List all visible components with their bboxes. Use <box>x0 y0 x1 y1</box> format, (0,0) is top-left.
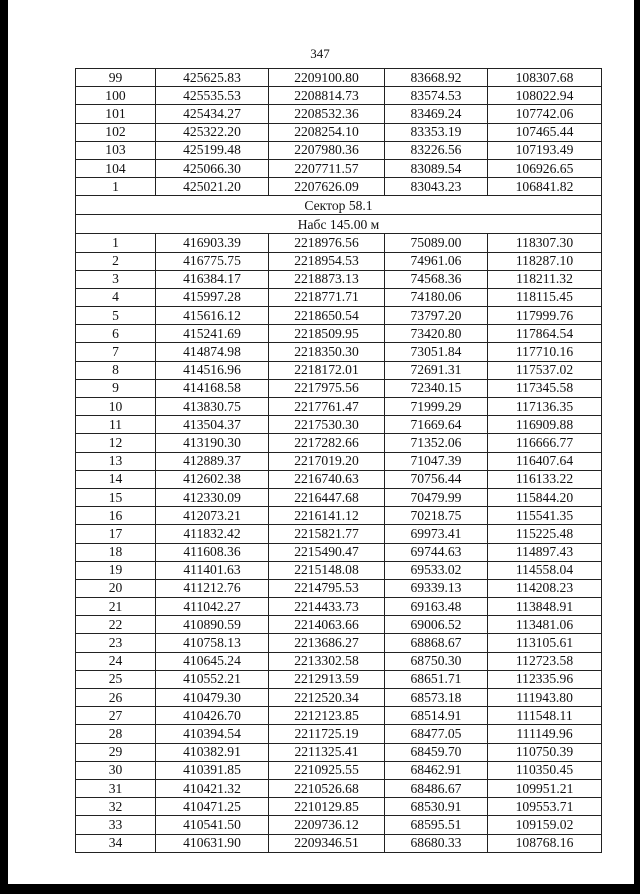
section-title: Сектор 58.1 <box>76 196 602 215</box>
point-number-cell: 20 <box>76 579 156 597</box>
table-row <box>76 725 602 743</box>
point-number-cell: 14 <box>76 470 156 488</box>
coordinates-table <box>75 68 602 853</box>
x-coordinate-cell: 425322.20 <box>156 123 269 141</box>
y-coordinate-cell: 2217282.66 <box>269 434 385 452</box>
x-coordinate-cell: 413504.37 <box>156 416 269 434</box>
y-coordinate-cell: 2216141.12 <box>269 507 385 525</box>
section-subtitle: Набс 145.00 м <box>76 215 602 234</box>
y-local-cell: 116909.88 <box>488 416 602 434</box>
table-row <box>76 159 602 177</box>
point-number-cell: 18 <box>76 543 156 561</box>
x-coordinate-cell: 416384.17 <box>156 270 269 288</box>
y-coordinate-cell: 2217975.56 <box>269 379 385 397</box>
scan-border-bottom <box>0 884 640 894</box>
y-local-cell: 107193.49 <box>488 141 602 159</box>
y-local-cell: 116133.22 <box>488 470 602 488</box>
x-local-cell: 69339.13 <box>385 579 488 597</box>
x-local-cell: 83353.19 <box>385 123 488 141</box>
x-local-cell: 68595.51 <box>385 816 488 834</box>
y-local-cell: 114208.23 <box>488 579 602 597</box>
y-coordinate-cell: 2209736.12 <box>269 816 385 834</box>
x-coordinate-cell: 410394.54 <box>156 725 269 743</box>
x-local-cell: 68680.33 <box>385 834 488 852</box>
y-coordinate-cell: 2215490.47 <box>269 543 385 561</box>
x-coordinate-cell: 412330.09 <box>156 488 269 506</box>
x-coordinate-cell: 425434.27 <box>156 105 269 123</box>
x-coordinate-cell: 414168.58 <box>156 379 269 397</box>
table-row <box>76 834 602 852</box>
x-local-cell: 68462.91 <box>385 761 488 779</box>
y-local-cell: 108022.94 <box>488 87 602 105</box>
point-number-cell: 103 <box>76 141 156 159</box>
y-coordinate-cell: 2214433.73 <box>269 598 385 616</box>
x-local-cell: 75089.00 <box>385 234 488 252</box>
y-coordinate-cell: 2209100.80 <box>269 69 385 87</box>
x-local-cell: 69533.02 <box>385 561 488 579</box>
scan-border-right <box>634 0 640 894</box>
table-row <box>76 689 602 707</box>
point-number-cell: 8 <box>76 361 156 379</box>
y-coordinate-cell: 2218976.56 <box>269 234 385 252</box>
x-local-cell: 73797.20 <box>385 307 488 325</box>
point-number-cell: 6 <box>76 325 156 343</box>
x-coordinate-cell: 415616.12 <box>156 307 269 325</box>
x-local-cell: 69163.48 <box>385 598 488 616</box>
y-local-cell: 113105.61 <box>488 634 602 652</box>
x-local-cell: 68651.71 <box>385 670 488 688</box>
x-local-cell: 71047.39 <box>385 452 488 470</box>
y-local-cell: 113848.91 <box>488 598 602 616</box>
point-number-cell: 9 <box>76 379 156 397</box>
point-number-cell: 32 <box>76 798 156 816</box>
y-coordinate-cell: 2207626.09 <box>269 178 385 196</box>
y-coordinate-cell: 2218771.71 <box>269 288 385 306</box>
point-number-cell: 104 <box>76 159 156 177</box>
x-coordinate-cell: 415997.28 <box>156 288 269 306</box>
y-local-cell: 109159.02 <box>488 816 602 834</box>
table-row <box>76 634 602 652</box>
y-local-cell: 110350.45 <box>488 761 602 779</box>
y-local-cell: 109951.21 <box>488 779 602 797</box>
point-number-cell: 24 <box>76 652 156 670</box>
point-number-cell: 1 <box>76 234 156 252</box>
point-number-cell: 16 <box>76 507 156 525</box>
table-row <box>76 398 602 416</box>
point-number-cell: 13 <box>76 452 156 470</box>
y-coordinate-cell: 2215821.77 <box>269 525 385 543</box>
table-row <box>76 141 602 159</box>
table-row <box>76 307 602 325</box>
x-local-cell: 68486.67 <box>385 779 488 797</box>
x-local-cell: 68477.05 <box>385 725 488 743</box>
table-row <box>76 798 602 816</box>
x-coordinate-cell: 411212.76 <box>156 579 269 597</box>
x-coordinate-cell: 410890.59 <box>156 616 269 634</box>
x-local-cell: 68750.30 <box>385 652 488 670</box>
point-number-cell: 21 <box>76 598 156 616</box>
x-coordinate-cell: 412602.38 <box>156 470 269 488</box>
y-coordinate-cell: 2210925.55 <box>269 761 385 779</box>
x-local-cell: 68459.70 <box>385 743 488 761</box>
x-local-cell: 83043.23 <box>385 178 488 196</box>
y-local-cell: 116666.77 <box>488 434 602 452</box>
table-row <box>76 779 602 797</box>
y-coordinate-cell: 2218873.13 <box>269 270 385 288</box>
y-coordinate-cell: 2218350.30 <box>269 343 385 361</box>
point-number-cell: 102 <box>76 123 156 141</box>
x-local-cell: 68530.91 <box>385 798 488 816</box>
point-number-cell: 33 <box>76 816 156 834</box>
point-number-cell: 27 <box>76 707 156 725</box>
y-local-cell: 111149.96 <box>488 725 602 743</box>
point-number-cell: 100 <box>76 87 156 105</box>
x-local-cell: 72340.15 <box>385 379 488 397</box>
point-number-cell: 31 <box>76 779 156 797</box>
y-local-cell: 114558.04 <box>488 561 602 579</box>
table-row <box>76 525 602 543</box>
x-coordinate-cell: 410382.91 <box>156 743 269 761</box>
point-number-cell: 10 <box>76 398 156 416</box>
y-coordinate-cell: 2218650.54 <box>269 307 385 325</box>
y-local-cell: 111943.80 <box>488 689 602 707</box>
table-row <box>76 379 602 397</box>
x-local-cell: 70218.75 <box>385 507 488 525</box>
y-local-cell: 113481.06 <box>488 616 602 634</box>
y-coordinate-cell: 2209346.51 <box>269 834 385 852</box>
x-local-cell: 83469.24 <box>385 105 488 123</box>
x-local-cell: 68573.18 <box>385 689 488 707</box>
x-coordinate-cell: 416775.75 <box>156 252 269 270</box>
x-coordinate-cell: 411042.27 <box>156 598 269 616</box>
point-number-cell: 25 <box>76 670 156 688</box>
x-local-cell: 68868.67 <box>385 634 488 652</box>
x-coordinate-cell: 410552.21 <box>156 670 269 688</box>
x-coordinate-cell: 410631.90 <box>156 834 269 852</box>
x-local-cell: 69744.63 <box>385 543 488 561</box>
table-row <box>76 252 602 270</box>
point-number-cell: 2 <box>76 252 156 270</box>
point-number-cell: 17 <box>76 525 156 543</box>
point-number-cell: 99 <box>76 69 156 87</box>
x-local-cell: 83089.54 <box>385 159 488 177</box>
y-local-cell: 118211.32 <box>488 270 602 288</box>
y-local-cell: 115225.48 <box>488 525 602 543</box>
x-local-cell: 72691.31 <box>385 361 488 379</box>
x-local-cell: 69006.52 <box>385 616 488 634</box>
y-local-cell: 117345.58 <box>488 379 602 397</box>
table-row <box>76 288 602 306</box>
point-number-cell: 5 <box>76 307 156 325</box>
table-row <box>76 670 602 688</box>
y-coordinate-cell: 2210526.68 <box>269 779 385 797</box>
y-local-cell: 107742.06 <box>488 105 602 123</box>
y-local-cell: 115844.20 <box>488 488 602 506</box>
x-local-cell: 83668.92 <box>385 69 488 87</box>
x-coordinate-cell: 410479.30 <box>156 689 269 707</box>
y-coordinate-cell: 2211725.19 <box>269 725 385 743</box>
y-coordinate-cell: 2211325.41 <box>269 743 385 761</box>
x-coordinate-cell: 425021.20 <box>156 178 269 196</box>
x-coordinate-cell: 412889.37 <box>156 452 269 470</box>
y-local-cell: 117537.02 <box>488 361 602 379</box>
table-body-after <box>76 234 602 852</box>
section-header <box>76 196 602 234</box>
x-coordinate-cell: 414516.96 <box>156 361 269 379</box>
y-local-cell: 112723.58 <box>488 652 602 670</box>
table-row <box>76 452 602 470</box>
y-local-cell: 116407.64 <box>488 452 602 470</box>
table-row <box>76 816 602 834</box>
x-local-cell: 71999.29 <box>385 398 488 416</box>
y-coordinate-cell: 2217761.47 <box>269 398 385 416</box>
y-coordinate-cell: 2208814.73 <box>269 87 385 105</box>
table-row <box>76 325 602 343</box>
x-coordinate-cell: 415241.69 <box>156 325 269 343</box>
y-coordinate-cell: 2218172.01 <box>269 361 385 379</box>
point-number-cell: 29 <box>76 743 156 761</box>
x-coordinate-cell: 416903.39 <box>156 234 269 252</box>
table-row <box>76 761 602 779</box>
y-local-cell: 118287.10 <box>488 252 602 270</box>
table-row <box>76 488 602 506</box>
y-local-cell: 108307.68 <box>488 69 602 87</box>
x-coordinate-cell: 410645.24 <box>156 652 269 670</box>
y-local-cell: 112335.96 <box>488 670 602 688</box>
table-row <box>76 87 602 105</box>
table-row <box>76 579 602 597</box>
y-local-cell: 118115.45 <box>488 288 602 306</box>
x-local-cell: 74180.06 <box>385 288 488 306</box>
y-local-cell: 108768.16 <box>488 834 602 852</box>
x-coordinate-cell: 410391.85 <box>156 761 269 779</box>
point-number-cell: 15 <box>76 488 156 506</box>
point-number-cell: 34 <box>76 834 156 852</box>
y-local-cell: 118307.30 <box>488 234 602 252</box>
x-coordinate-cell: 413190.30 <box>156 434 269 452</box>
y-coordinate-cell: 2214063.66 <box>269 616 385 634</box>
table-row <box>76 743 602 761</box>
y-coordinate-cell: 2212123.85 <box>269 707 385 725</box>
table-row <box>76 507 602 525</box>
table-row <box>76 123 602 141</box>
x-local-cell: 73051.84 <box>385 343 488 361</box>
y-coordinate-cell: 2208254.10 <box>269 123 385 141</box>
x-local-cell: 70756.44 <box>385 470 488 488</box>
table-row <box>76 416 602 434</box>
x-local-cell: 83574.53 <box>385 87 488 105</box>
y-coordinate-cell: 2218954.53 <box>269 252 385 270</box>
y-coordinate-cell: 2216740.63 <box>269 470 385 488</box>
x-local-cell: 74961.06 <box>385 252 488 270</box>
y-local-cell: 109553.71 <box>488 798 602 816</box>
scan-border-left <box>0 0 8 894</box>
point-number-cell: 3 <box>76 270 156 288</box>
x-local-cell: 73420.80 <box>385 325 488 343</box>
y-coordinate-cell: 2213686.27 <box>269 634 385 652</box>
x-coordinate-cell: 410421.32 <box>156 779 269 797</box>
point-number-cell: 1 <box>76 178 156 196</box>
x-coordinate-cell: 411832.42 <box>156 525 269 543</box>
table-row <box>76 598 602 616</box>
y-local-cell: 115541.35 <box>488 507 602 525</box>
x-local-cell: 74568.36 <box>385 270 488 288</box>
x-local-cell: 70479.99 <box>385 488 488 506</box>
point-number-cell: 12 <box>76 434 156 452</box>
x-coordinate-cell: 425066.30 <box>156 159 269 177</box>
point-number-cell: 22 <box>76 616 156 634</box>
y-coordinate-cell: 2207711.57 <box>269 159 385 177</box>
point-number-cell: 4 <box>76 288 156 306</box>
y-local-cell: 106841.82 <box>488 178 602 196</box>
y-coordinate-cell: 2212520.34 <box>269 689 385 707</box>
table-row <box>76 707 602 725</box>
x-coordinate-cell: 425535.53 <box>156 87 269 105</box>
y-local-cell: 111548.11 <box>488 707 602 725</box>
table-row <box>76 470 602 488</box>
y-coordinate-cell: 2217019.20 <box>269 452 385 470</box>
point-number-cell: 23 <box>76 634 156 652</box>
x-coordinate-cell: 414874.98 <box>156 343 269 361</box>
y-local-cell: 110750.39 <box>488 743 602 761</box>
table-row <box>76 69 602 87</box>
point-number-cell: 11 <box>76 416 156 434</box>
table-row <box>76 434 602 452</box>
y-local-cell: 117710.16 <box>488 343 602 361</box>
y-coordinate-cell: 2213302.58 <box>269 652 385 670</box>
x-local-cell: 71352.06 <box>385 434 488 452</box>
table-row <box>76 543 602 561</box>
x-coordinate-cell: 410758.13 <box>156 634 269 652</box>
point-number-cell: 19 <box>76 561 156 579</box>
y-coordinate-cell: 2217530.30 <box>269 416 385 434</box>
x-coordinate-cell: 425199.48 <box>156 141 269 159</box>
y-coordinate-cell: 2210129.85 <box>269 798 385 816</box>
table-row <box>76 652 602 670</box>
x-coordinate-cell: 425625.83 <box>156 69 269 87</box>
page-number: 347 <box>310 46 330 61</box>
x-coordinate-cell: 411608.36 <box>156 543 269 561</box>
x-coordinate-cell: 410471.25 <box>156 798 269 816</box>
y-local-cell: 106926.65 <box>488 159 602 177</box>
point-number-cell: 26 <box>76 689 156 707</box>
x-local-cell: 68514.91 <box>385 707 488 725</box>
table-row <box>76 234 602 252</box>
table-row <box>76 270 602 288</box>
x-coordinate-cell: 410426.70 <box>156 707 269 725</box>
x-local-cell: 71669.64 <box>385 416 488 434</box>
point-number-cell: 7 <box>76 343 156 361</box>
x-local-cell: 69973.41 <box>385 525 488 543</box>
x-coordinate-cell: 410541.50 <box>156 816 269 834</box>
table-row <box>76 105 602 123</box>
table-row <box>76 361 602 379</box>
table-row <box>76 616 602 634</box>
y-coordinate-cell: 2207980.36 <box>269 141 385 159</box>
x-local-cell: 83226.56 <box>385 141 488 159</box>
point-number-cell: 101 <box>76 105 156 123</box>
y-local-cell: 117864.54 <box>488 325 602 343</box>
y-coordinate-cell: 2215148.08 <box>269 561 385 579</box>
y-local-cell: 117999.76 <box>488 307 602 325</box>
y-coordinate-cell: 2208532.36 <box>269 105 385 123</box>
table-row <box>76 561 602 579</box>
table-row <box>76 343 602 361</box>
y-coordinate-cell: 2218509.95 <box>269 325 385 343</box>
table-body-before <box>76 69 602 196</box>
x-coordinate-cell: 413830.75 <box>156 398 269 416</box>
y-coordinate-cell: 2214795.53 <box>269 579 385 597</box>
y-local-cell: 117136.35 <box>488 398 602 416</box>
y-local-cell: 107465.44 <box>488 123 602 141</box>
y-coordinate-cell: 2212913.59 <box>269 670 385 688</box>
y-coordinate-cell: 2216447.68 <box>269 488 385 506</box>
point-number-cell: 28 <box>76 725 156 743</box>
x-coordinate-cell: 412073.21 <box>156 507 269 525</box>
x-coordinate-cell: 411401.63 <box>156 561 269 579</box>
table-row <box>76 178 602 196</box>
y-local-cell: 114897.43 <box>488 543 602 561</box>
point-number-cell: 30 <box>76 761 156 779</box>
